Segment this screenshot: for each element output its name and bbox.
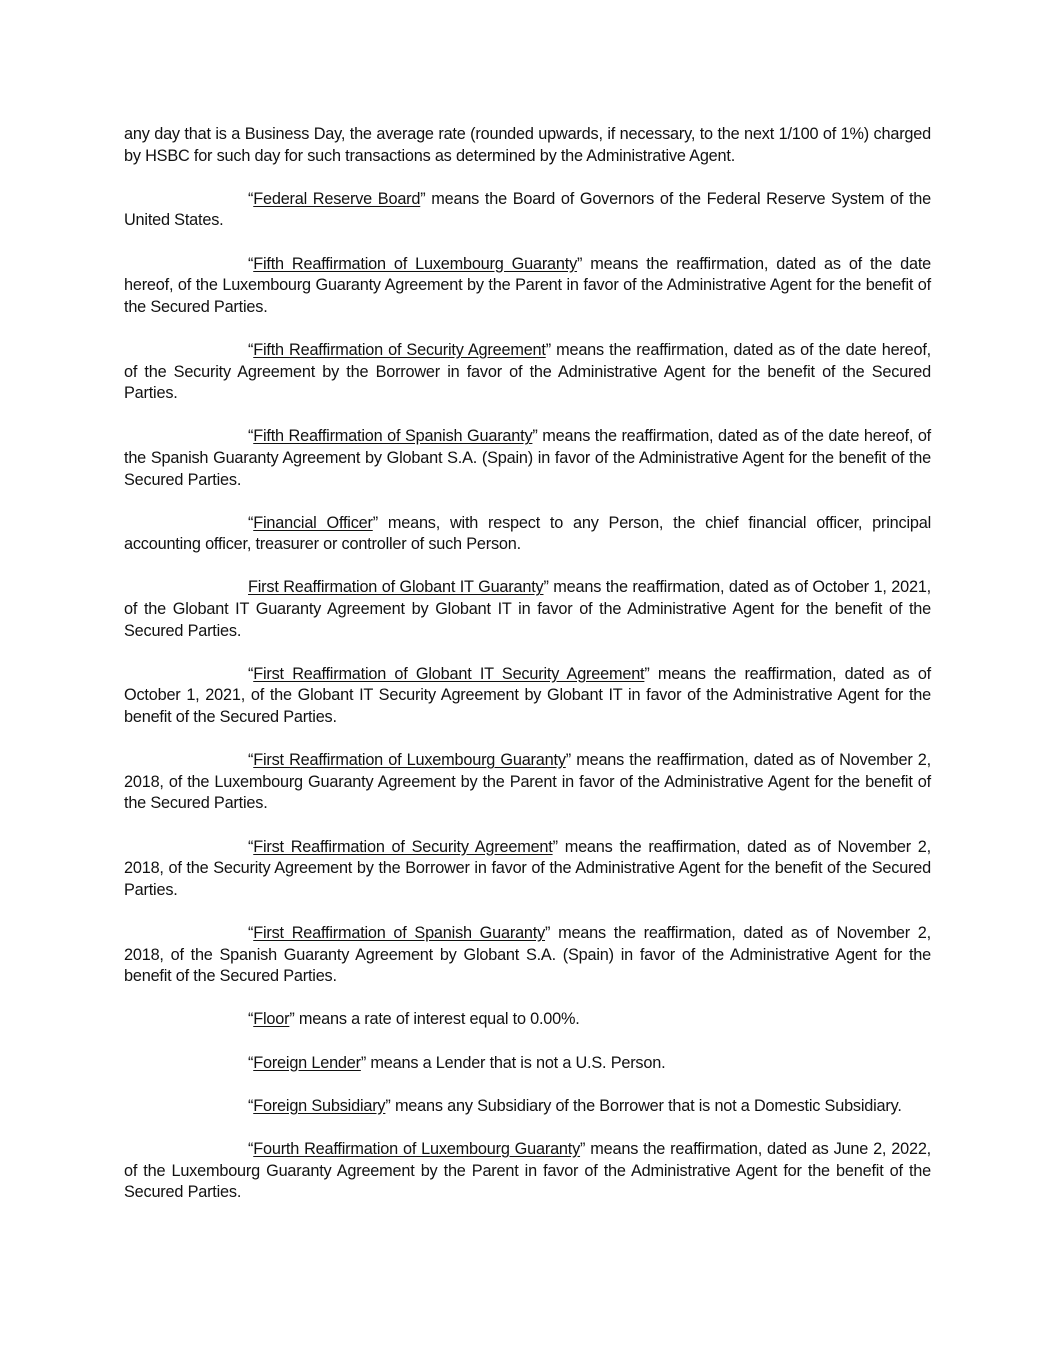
defined-term: Fifth Reaffirmation of Spanish Guaranty (253, 427, 533, 446)
defined-term: First Reaffirmation of Spanish Guaranty (253, 923, 546, 942)
defined-term: Fifth Reaffirmation of Luxembourg Guaranty (253, 254, 578, 273)
close-quote: ” (577, 254, 583, 273)
definition-text: means the reaffirmation, dated as of November 2, 2018, of the Spanish Guaranty Agreement by Globant S.A. (Spain) in favor of the Administrative Agent for the benefit of the Secured Parties. (124, 923, 931, 986)
definition-text: means the reaffirmation, dated as of the date hereof, of the Security Agreement by the Borrower in favor of the Administrative Agent for the benefit of the Secured Parties. (124, 340, 931, 403)
close-quote: ” (543, 578, 549, 597)
open-quote: “ (248, 189, 254, 208)
definition-text: means a Lender that is not a U.S. Person. (366, 1053, 666, 1072)
close-quote: ” (545, 340, 551, 359)
definition-federal-reserve-board (124, 189, 931, 232)
defined-term: Financial Officer (253, 513, 373, 532)
open-quote: “ (248, 427, 254, 446)
document-page (124, 124, 931, 1225)
close-quote: ” (360, 1053, 367, 1072)
defined-term: Fourth Reaffirmation of Luxembourg Guaranty (253, 1139, 581, 1158)
definition-foreign-lender (124, 1053, 931, 1075)
open-quote: “ (248, 513, 254, 532)
open-quote: “ (248, 1096, 254, 1115)
close-quote: ” (580, 1139, 586, 1158)
definition-text: means the reaffirmation, dated as June 2, 2022, of the Luxembourg Guaranty Agreement by the Parent in favor of the Administrative Agent for the benefit of the Secured Parties. (124, 1139, 931, 1202)
definition-text: means the reaffirmation, dated as of October 1, 2021, of the Globant IT Security Agreement by Globant IT in favor of the Administrative Agent for the benefit of the Secured Parties. (124, 664, 931, 727)
open-quote: “ (248, 923, 254, 942)
defined-term: First Reaffirmation of Globant IT Guaranty (248, 578, 544, 597)
definition-financial-officer (124, 513, 931, 556)
defined-term: Foreign Lender (253, 1053, 361, 1072)
open-quote: “ (248, 751, 254, 770)
definition-text: means the reaffirmation, dated as of the date hereof, of the Luxembourg Guaranty Agreement by the Parent in favor of the Administrative Agent for the benefit of the Secured Parties. (124, 254, 931, 316)
open-quote: “ (248, 664, 254, 683)
definition-fifth-reaffirmation-spanish-guaranty (124, 426, 931, 491)
close-quote: ” (372, 513, 378, 532)
definition-fourth-reaffirmation-luxembourg-guaranty (124, 1139, 931, 1204)
open-quote: “ (248, 340, 254, 359)
close-quote: ” (545, 923, 551, 942)
open-quote: “ (248, 1010, 254, 1029)
definition-text: means the reaffirmation, dated as of November 2, 2018, of the Luxembourg Guaranty Agreement by the Parent in favor of the Administrative Agent for the benefit of the Secured Parties. (124, 751, 931, 813)
open-quote: “ (248, 837, 254, 856)
close-quote: ” (289, 1010, 295, 1029)
defined-term: First Reaffirmation of Globant IT Security Agreement (253, 664, 645, 683)
definition-fifth-reaffirmation-security-agreement (124, 340, 931, 405)
close-quote: ” (385, 1096, 391, 1115)
open-quote: “ (248, 1139, 254, 1158)
definition-text: means a rate of interest equal to 0.00%. (294, 1010, 580, 1029)
defined-term: Foreign Subsidiary (253, 1096, 386, 1115)
close-quote: ” (532, 427, 538, 446)
definition-text: means the reaffirmation, dated as of November 2, 2018, of the Security Agreement by the Borrower in favor of the Administrative Agent for the benefit of the Secured Parties. (124, 837, 931, 899)
defined-term: First Reaffirmation of Luxembourg Guaranty (253, 751, 566, 770)
definition-text: means the reaffirmation, dated as of the date hereof, of the Spanish Guaranty Agreement by Globant S.A. (Spain) in favor of the Administrative Agent for the benefit of the Secured Parties. (124, 427, 931, 489)
definition-fifth-reaffirmation-luxembourg-guaranty (124, 254, 931, 319)
definition-first-reaffirmation-luxembourg-guaranty (124, 750, 931, 815)
close-quote: ” (420, 189, 426, 208)
definition-text: means the reaffirmation, dated as of October 1, 2021, of the Globant IT Guaranty Agreement by Globant IT in favor of the Administrative Agent for the benefit of the Secured Parties. (124, 578, 931, 640)
opening-paragraph (124, 124, 931, 167)
defined-term: First Reaffirmation of Security Agreement (253, 837, 553, 856)
definition-text: means the Board of Governors of the Federal Reserve System of the United States. (124, 189, 931, 230)
defined-term: Floor (253, 1010, 290, 1029)
close-quote: ” (565, 751, 571, 770)
definition-first-reaffirmation-spanish-guaranty (124, 923, 931, 988)
definition-first-reaffirmation-globant-it-security-agreement (124, 664, 931, 729)
close-quote: ” (552, 837, 558, 856)
definition-first-reaffirmation-globant-it-guaranty (124, 577, 931, 642)
open-quote: “ (248, 254, 254, 273)
opening-text: any day that is a Business Day, the average rate (rounded upwards, if necessary, to the next 1/100 of 1%) charged by HSBC for such day for such transactions as determined by the Administrative Agent. (124, 125, 931, 165)
definition-text: means any Subsidiary of the Borrower that is not a Domestic Subsidiary. (390, 1096, 902, 1115)
definition-first-reaffirmation-security-agreement (124, 837, 931, 902)
defined-term: Fifth Reaffirmation of Security Agreement (253, 340, 546, 359)
close-quote: ” (644, 664, 650, 683)
open-quote: “ (248, 1053, 254, 1072)
defined-term: Federal Reserve Board (253, 189, 421, 208)
definition-foreign-subsidiary (124, 1096, 931, 1118)
definition-text: means, with respect to any Person, the chief financial officer, principal accounting officer, treasurer or controller of such Person. (124, 513, 931, 554)
definition-floor (124, 1009, 931, 1031)
